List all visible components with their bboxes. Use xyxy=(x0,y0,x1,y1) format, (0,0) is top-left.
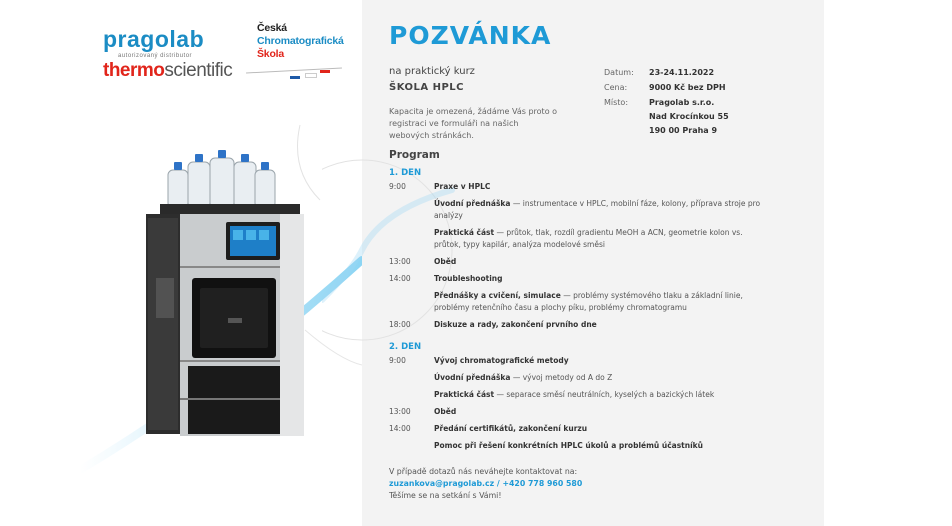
row-bold: Troubleshooting xyxy=(434,274,503,283)
row-bold: Praxe v HPLC xyxy=(434,182,491,191)
price-value: 9000 Kč bez DPH xyxy=(649,83,726,92)
row-bold: Oběd xyxy=(434,407,457,416)
row-time: 9:00 xyxy=(389,182,406,191)
row-bold: Pomoc při řešení konkrétních HPLC úkolů a problémů účastníků xyxy=(434,441,704,450)
schedule-row xyxy=(389,273,770,285)
solvent-bottles xyxy=(168,158,275,208)
contact-phone-link[interactable]: +420 778 960 580 xyxy=(502,479,583,488)
price-row xyxy=(604,80,729,95)
row-text xyxy=(434,227,770,250)
row-bold: Praktická část xyxy=(434,390,495,399)
row-text xyxy=(434,423,770,435)
row-text xyxy=(434,406,770,418)
day1-heading: 1. DEN xyxy=(389,168,422,178)
ceska-line1: Česká xyxy=(257,22,287,34)
row-rest: — instrumentace v HPLC, mobilní fáze, kolony, příprava stroje pro analýzy xyxy=(434,199,761,220)
row-time xyxy=(389,372,434,384)
row-bold: Oběd xyxy=(434,257,457,266)
contact-email-link[interactable]: zuzankova@pragolab.cz xyxy=(389,479,495,488)
row-rest: — problémy systémového tlaku a základní linie, problémy retenčního času a plochy píku, problémy chromatogramu xyxy=(434,291,743,312)
page-title: POZVÁNKA xyxy=(389,21,552,50)
place-label: Místo: xyxy=(604,98,629,107)
pragolab-tagline: autorizovaný distributor xyxy=(118,53,193,59)
schedule-row xyxy=(389,440,770,452)
row-bold: Praktická část xyxy=(434,228,495,237)
row-bold: Přednášky a cvičení, simulace xyxy=(434,291,561,300)
schedule-row xyxy=(389,319,770,331)
place-line1: Pragolab s.r.o. xyxy=(649,98,715,107)
program-heading: Program xyxy=(389,149,440,161)
capacity-note: Kapacita je omezená, žádáme Vás proto o registraci ve formuláři na našich webových stránkách. xyxy=(389,107,558,140)
ceska-line2: Chromatografická xyxy=(257,35,344,47)
row-time: 9:00 xyxy=(389,356,406,365)
schedule-row xyxy=(389,181,770,193)
schedule-row xyxy=(389,198,770,221)
course-info xyxy=(604,65,729,138)
instrument-panel xyxy=(0,0,362,526)
row-text xyxy=(434,290,770,313)
place-line3: 190 00 Praha 9 xyxy=(649,126,718,135)
row-text xyxy=(434,372,770,384)
row-text xyxy=(434,198,770,221)
contact-separator: / xyxy=(494,479,503,488)
row-rest: — separace směsí neutrálních, kyselých a bazických látek xyxy=(494,390,715,399)
row-time xyxy=(389,389,434,401)
place-line2: Nad Krocínkou 55 xyxy=(649,112,729,121)
row-text xyxy=(434,273,770,285)
hplc-instrument-image xyxy=(140,148,310,440)
row-time: 14:00 xyxy=(389,274,411,283)
row-time xyxy=(389,440,434,452)
flag-stripe-blue xyxy=(290,76,300,79)
contact-block xyxy=(389,466,582,502)
row-bold: Vývoj chromatografické metody xyxy=(434,356,569,365)
row-rest: — vývoj metody od A do Z xyxy=(510,373,613,382)
row-time xyxy=(389,227,434,250)
pragolab-logo-text: pragolab xyxy=(103,26,205,52)
row-text xyxy=(434,181,770,193)
day2-heading: 2. DEN xyxy=(389,342,422,352)
date-row xyxy=(604,65,729,80)
row-text xyxy=(434,389,770,401)
row-bold: Diskuze a rady, zakončení prvního dne xyxy=(434,320,597,329)
row-bold: Úvodní přednáška xyxy=(434,199,511,208)
schedule-row xyxy=(389,406,770,418)
subtitle-line2: ŠKOLA HPLC xyxy=(389,82,465,93)
row-bold: Úvodní přednáška xyxy=(434,373,511,382)
ceska-chromatograficka-skola-logo xyxy=(257,22,344,61)
row-text xyxy=(434,440,770,452)
row-rest: — průtok, tlak, rozdíl gradientu MeOH a ACN, geometrie kolon vs. průtok, typy kapilár, analýza modelové směsi xyxy=(434,228,743,249)
ceska-line3: Škola xyxy=(257,48,285,60)
scientific-text: scientific xyxy=(164,60,233,81)
thermo-scientific-logo xyxy=(103,60,232,82)
row-time xyxy=(389,290,434,313)
price-label: Cena: xyxy=(604,83,628,92)
place-row xyxy=(604,95,729,110)
schedule-row xyxy=(389,389,770,401)
row-time: 14:00 xyxy=(389,424,411,433)
course-subtitle xyxy=(389,64,475,96)
schedule-row xyxy=(389,423,770,435)
pragolab-logo xyxy=(103,26,204,53)
flag-stripe-red xyxy=(320,70,330,73)
schedule-row xyxy=(389,256,770,268)
contact-intro: V případě dotazů nás neváhejte kontaktovat na: xyxy=(389,467,578,476)
date-value: 23-24.11.2022 xyxy=(649,68,715,77)
thermo-text: thermo xyxy=(103,60,165,81)
row-text xyxy=(434,319,770,331)
schedule-row xyxy=(389,355,770,367)
right-margin xyxy=(824,0,952,526)
subtitle-line1: na praktický kurz xyxy=(389,66,475,77)
row-time: 13:00 xyxy=(389,257,411,266)
row-text xyxy=(434,256,770,268)
contact-closing: Těšíme se na setkání s Vámi! xyxy=(389,491,502,500)
row-time: 13:00 xyxy=(389,407,411,416)
date-label: Datum: xyxy=(604,68,634,77)
row-bold: Předání certifikátů, zakončení kurzu xyxy=(434,424,588,433)
row-time: 18:00 xyxy=(389,320,411,329)
schedule-row xyxy=(389,227,770,250)
row-text xyxy=(434,355,770,367)
contact-links xyxy=(389,478,582,490)
flag-stripe-white xyxy=(305,73,317,78)
schedule-row xyxy=(389,290,770,313)
row-time xyxy=(389,198,434,221)
schedule-row xyxy=(389,372,770,384)
